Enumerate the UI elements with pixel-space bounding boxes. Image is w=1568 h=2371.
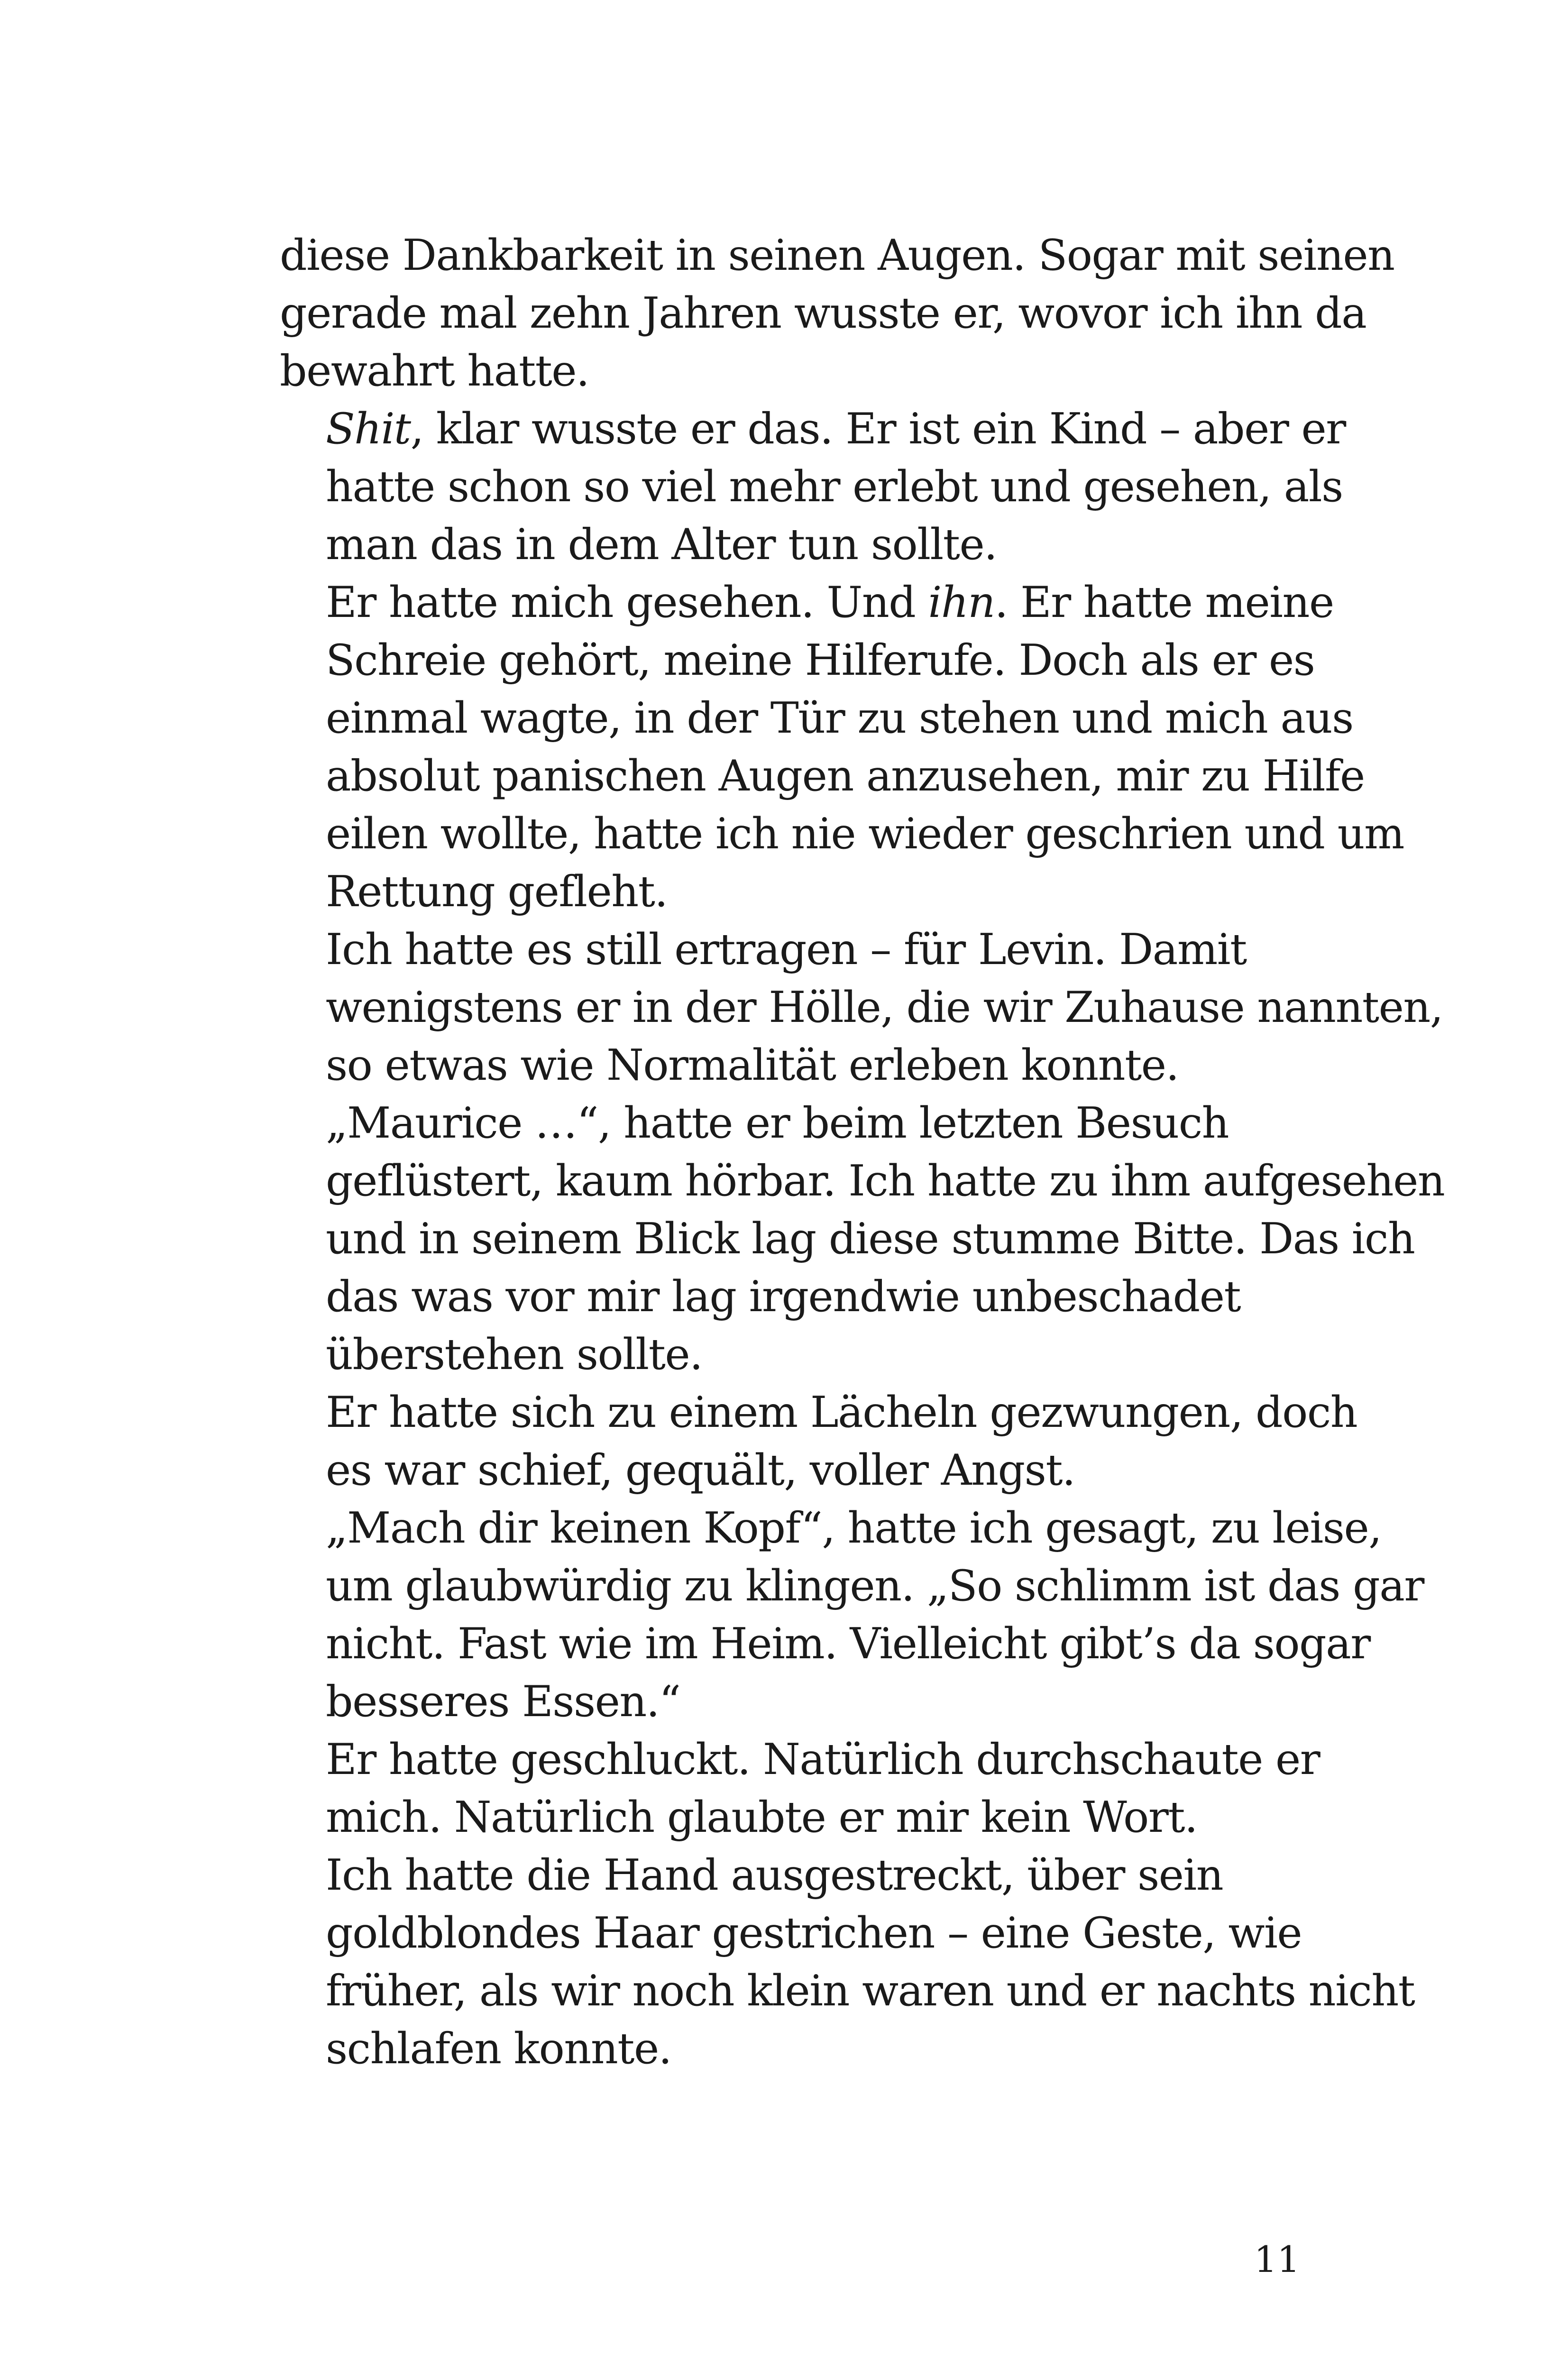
text-line — [280, 574, 1370, 632]
text-line — [280, 1037, 1370, 1094]
text-line — [280, 1962, 1415, 2020]
text-segment: bewahrt hatte. — [280, 346, 589, 396]
text-segment: Ich hatte es still ertragen – für Levin. Damit — [326, 925, 1247, 974]
paragraph — [280, 1499, 1424, 1731]
text-segment: man das in dem Alter tun sollte. — [326, 520, 997, 570]
text-line — [280, 747, 1370, 805]
text-segment: Ich hatte die Hand ausgestreckt, über sein — [326, 1850, 1223, 1900]
text-segment: gerade mal zehn Jahren wusste er, wovor ich ihn da — [280, 288, 1366, 338]
text-segment: Er hatte geschluckt. Natürlich durchschaute er — [326, 1735, 1320, 1784]
text-line — [280, 342, 1370, 400]
text-line — [280, 1094, 1370, 1152]
text-segment: nicht. Fast wie im Heim. Vielleicht gibt’s da sogar — [326, 1619, 1370, 1669]
paragraph — [280, 1731, 1370, 1847]
italic-text: ihn — [928, 578, 995, 627]
page-number: 11 — [1254, 2238, 1300, 2280]
text-segment: wenigstens er in der Hölle, die wir Zuhause nannten, — [326, 983, 1443, 1032]
text-line — [280, 921, 1370, 979]
text-segment: Er hatte sich zu einem Lächeln gezwungen, doch — [326, 1388, 1357, 1437]
paragraph — [280, 1094, 1445, 1384]
text-line — [280, 1673, 1370, 1731]
text-segment: früher, als wir noch klein waren und er nachts nicht — [326, 1966, 1415, 2016]
paragraph — [280, 400, 1370, 574]
text-segment: überstehen sollte. — [326, 1330, 703, 1379]
text-segment: einmal wagte, in der Tür zu stehen und mich aus — [326, 693, 1353, 743]
text-segment: „Maurice …“, hatte er beim letzten Besuch — [326, 1098, 1229, 1148]
text-line — [280, 458, 1370, 516]
text-line — [280, 516, 1370, 574]
text-line — [280, 1268, 1370, 1326]
text-segment: eilen wollte, hatte ich nie wieder geschrien und um — [326, 809, 1404, 859]
text-segment: um glaubwürdig zu klingen. „So schlimm ist das gar — [326, 1561, 1424, 1611]
text-line — [280, 1731, 1370, 1789]
paragraph — [280, 921, 1443, 1094]
page-body-text — [280, 227, 1445, 2078]
paragraph — [280, 227, 1394, 400]
paragraph — [280, 1847, 1415, 2078]
text-segment: das was vor mir lag irgendwie unbeschadet — [326, 1272, 1241, 1322]
italic-text: Shit — [326, 404, 411, 454]
paragraph — [280, 1384, 1370, 1499]
text-segment: Er hatte mich gesehen. Und — [326, 578, 928, 627]
text-line — [280, 227, 1394, 285]
text-segment: „Mach dir keinen Kopf“, hatte ich gesagt, zu leise, — [326, 1503, 1382, 1553]
text-line — [280, 1499, 1382, 1557]
text-line — [280, 1847, 1370, 1904]
text-segment: Rettung gefleht. — [326, 867, 668, 917]
text-line — [280, 2020, 1370, 2078]
text-line — [280, 285, 1370, 342]
text-segment: mich. Natürlich glaubte er mir kein Wort. — [326, 1792, 1198, 1842]
text-line — [280, 1615, 1370, 1673]
text-line — [280, 1210, 1415, 1268]
text-line — [280, 1557, 1424, 1615]
text-segment: goldblondes Haar gestrichen – eine Geste, wie — [326, 1908, 1302, 1958]
text-segment: und in seinem Blick lag diese stumme Bitte. Das ich — [326, 1214, 1415, 1264]
text-segment: es war schief, gequält, voller Angst. — [326, 1445, 1075, 1495]
text-segment: Schreie gehört, meine Hilferufe. Doch als er es — [326, 635, 1315, 685]
text-segment: geflüstert, kaum hörbar. Ich hatte zu ihm aufgesehen — [326, 1156, 1445, 1206]
text-segment: . Er hatte meine — [994, 578, 1334, 627]
text-segment: so etwas wie Normalität erleben konnte. — [326, 1040, 1179, 1090]
text-line — [280, 863, 1370, 921]
text-segment: hatte schon so viel mehr erlebt und gesehen, als — [326, 462, 1343, 512]
text-segment: besseres Essen.“ — [326, 1677, 680, 1727]
text-line — [280, 1152, 1445, 1210]
text-line — [280, 400, 1370, 458]
text-line — [280, 632, 1370, 689]
text-line — [280, 1442, 1370, 1499]
text-line — [280, 1326, 1370, 1384]
text-line — [280, 805, 1404, 863]
text-segment: diese Dankbarkeit in seinen Augen. Sogar mit seinen — [280, 230, 1394, 280]
text-line — [280, 1384, 1370, 1442]
text-segment: schlafen konnte. — [326, 2024, 671, 2074]
text-line — [280, 979, 1443, 1037]
text-segment: , klar wusste er das. Er ist ein Kind – aber er — [410, 404, 1346, 454]
text-segment: absolut panischen Augen anzusehen, mir zu Hilfe — [326, 751, 1365, 801]
paragraph — [280, 574, 1404, 921]
text-line — [280, 1789, 1370, 1847]
text-line — [280, 1904, 1370, 1962]
text-line — [280, 689, 1370, 747]
